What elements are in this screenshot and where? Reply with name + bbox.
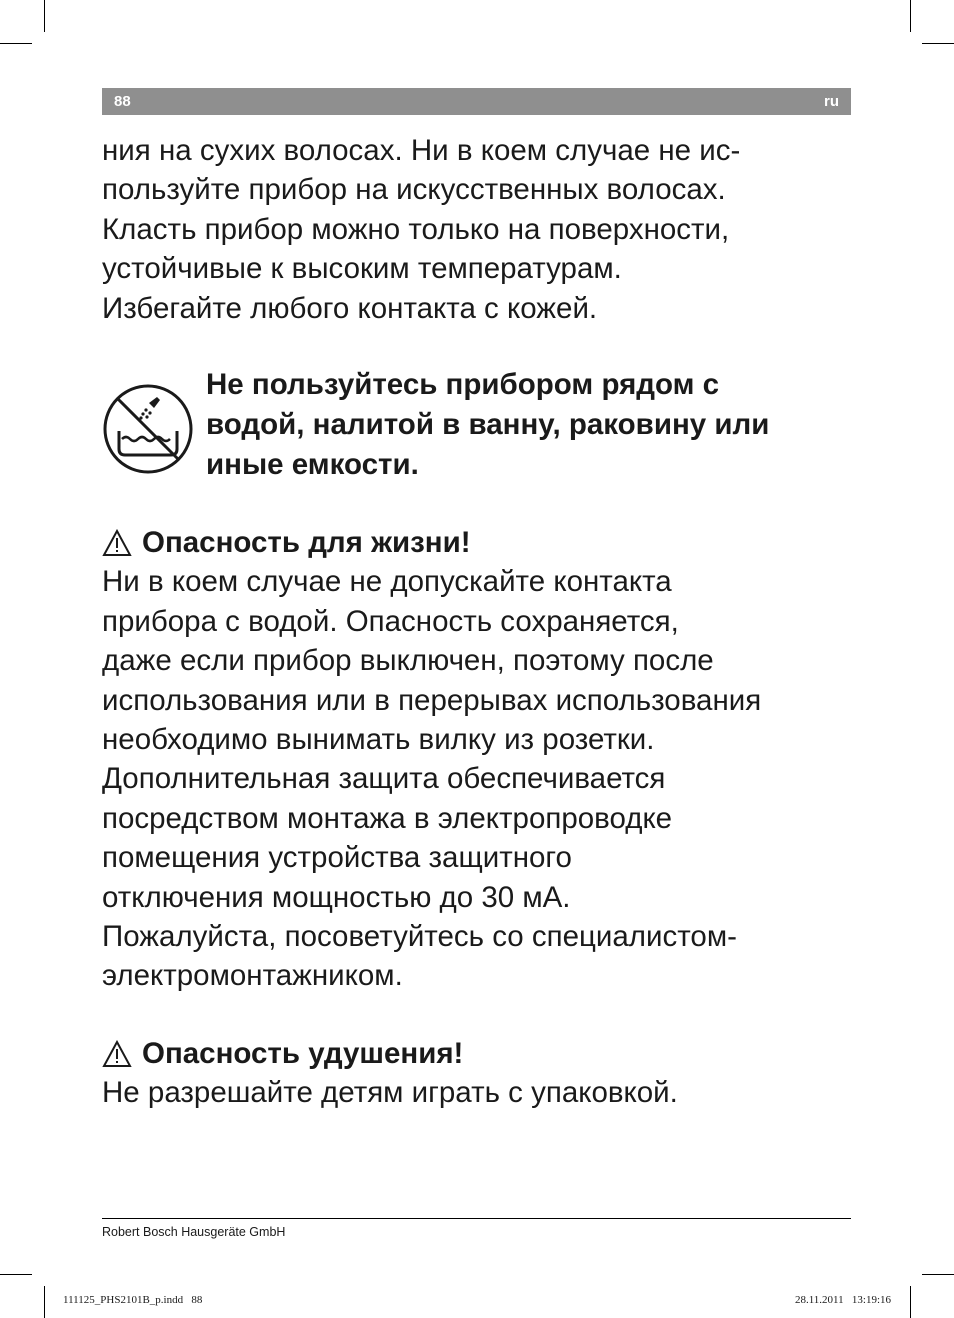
language-code: ru [824,93,839,110]
warning-triangle-icon [102,529,132,557]
text-line: посредством монтажа в электропроводке [102,801,673,835]
crop-mark [44,0,45,32]
crop-mark [0,43,32,44]
footer-company: Robert Bosch Hausgeräte GmbH [102,1225,286,1239]
print-file-slug: 111125_PHS2101B_p.indd 88 [63,1294,203,1306]
section-heading [102,1034,862,1073]
crop-mark [44,1286,45,1318]
text-line: Не разрешайте детям играть с упаковкой. [102,1076,678,1110]
text-line: устойчивые к высоким температурам. [102,252,622,286]
danger-life-section [102,523,862,996]
text-line: Пожалуйста, посоветуйтесь со специалистом- [102,920,737,954]
water-warning [102,365,862,495]
crop-mark [922,43,954,44]
print-timestamp: 28.11.2011 13:19:16 [794,1294,891,1306]
text-line: Избегайте любого контакта с кожей. [102,291,598,325]
warning-line: Не пользуйтесь прибором рядом с [206,368,720,401]
text-line: прибора с водой. Опасность сохраняется, [102,604,679,638]
warning-line: водой, налитой в ванну, раковину или [206,408,770,441]
warning-line: иные емкости. [206,448,419,481]
text-line: даже если прибор выключен, поэтому после [102,644,714,678]
crop-mark [910,0,911,32]
crop-mark [910,1286,911,1318]
text-line: использования или в перерывах использования [102,683,762,717]
text-line: отключения мощностью до 30 мА. [102,880,571,914]
text-line: Класть прибор можно только на поверхности, [102,212,730,246]
text-line: пользуйте прибор на искусственных волосах. [102,173,726,207]
section-title: Опасность удушения! [142,1037,464,1070]
danger-suffocation-section [102,1034,862,1113]
page-header-bar [102,88,851,115]
text-line: электромонтажником. [102,959,403,993]
text-line: ния на сухих волосах. Ни в коем случае не ис- [102,134,741,167]
page-number: 88 [114,93,131,110]
section-heading [102,523,862,562]
crop-mark [922,1274,954,1275]
footer-divider [102,1218,851,1219]
text-line: необходимо вынимать вилку из розетки. [102,723,655,757]
intro-paragraph [102,131,862,328]
no-water-bath-icon [102,383,194,475]
crop-mark [0,1274,32,1275]
text-line: Ни в коем случае не допускайте контакта [102,565,672,599]
warning-triangle-icon [102,1040,132,1068]
text-line: помещения устройства защитного [102,841,572,875]
section-title: Опасность для жизни! [142,526,471,559]
text-line: Дополнительная защита обеспечивается [102,762,666,796]
